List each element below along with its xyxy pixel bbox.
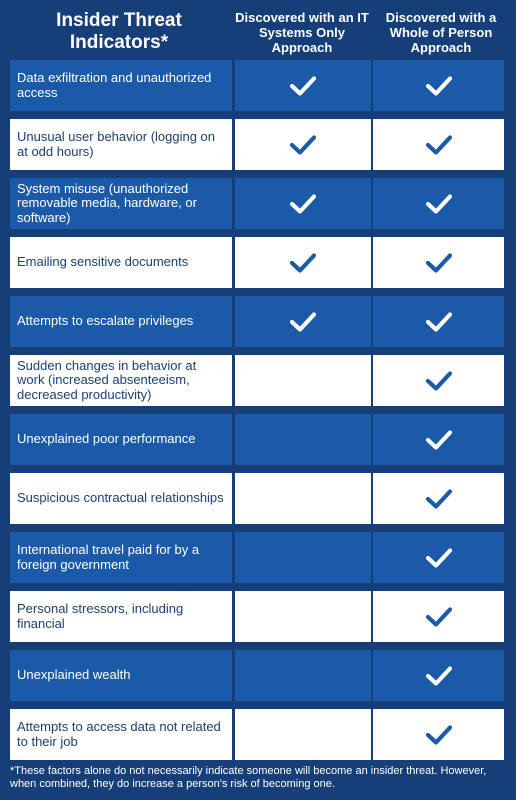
table-row [0,532,516,583]
table-row [0,119,516,170]
it-approach-cell [235,296,371,347]
checkmark-icon [289,134,317,156]
indicator-label: Unexplained poor performance [10,414,232,465]
checkmark-icon [425,488,453,510]
footnote: *These factors alone do not necessarily indicate someone will become an insider threat. However, when combined, they do increase a person's risk of becoming one. [10,765,487,790]
indicator-label: Attempts to escalate privileges [10,296,232,347]
whole-person-cell [373,591,504,642]
whole-person-cell [373,414,504,465]
checkmark-icon [425,665,453,687]
table-title: Insider Threat Indicators* [56,10,182,53]
whole-person-cell [373,709,504,760]
checkmark-icon [425,193,453,215]
checkmark-icon [289,75,317,97]
it-approach-cell [235,237,371,288]
indicator-label: Emailing sensitive documents [10,237,232,288]
checkmark-icon [425,370,453,392]
checkmark-icon [425,724,453,746]
checkmark-icon [289,252,317,274]
table-row [0,473,516,524]
whole-person-cell [373,650,504,701]
column-header-whole-person: Discovered with a Whole of Person Approach [385,9,497,55]
it-approach-cell [235,650,371,701]
checkmark-icon [425,547,453,569]
table-row [0,591,516,642]
column-header-it-systems: Discovered with an IT Systems Only Approach [235,9,369,55]
indicator-label: International travel paid for by a foreign government [10,532,232,583]
table-row [0,296,516,347]
table-row [0,355,516,406]
whole-person-cell [373,60,504,111]
indicator-label: Personal stressors, including financial [10,591,232,642]
table-row [0,237,516,288]
indicator-label: Sudden changes in behavior at work (increased absenteeism, decreased productivity) [10,355,232,406]
table-header [0,0,516,62]
indicator-label: Attempts to access data not related to their job [10,709,232,760]
checkmark-icon [425,252,453,274]
whole-person-cell [373,119,504,170]
it-approach-cell [235,532,371,583]
checkmark-icon [289,193,317,215]
table-row [0,414,516,465]
checkmark-icon [425,75,453,97]
whole-person-cell [373,237,504,288]
checkmark-icon [425,134,453,156]
indicator-label: Unexplained wealth [10,650,232,701]
whole-person-cell [373,178,504,229]
indicator-label: System misuse (unauthorized removable media, hardware, or software) [10,178,232,229]
whole-person-cell [373,296,504,347]
table-row [0,178,516,229]
it-approach-cell [235,709,371,760]
checkmark-icon [425,311,453,333]
whole-person-cell [373,355,504,406]
checkmark-icon [425,429,453,451]
table-row [0,650,516,701]
it-approach-cell [235,119,371,170]
indicator-label: Data exfiltration and unauthorized access [10,60,232,111]
checkmark-icon [289,311,317,333]
indicator-label: Unusual user behavior (logging on at odd hours) [10,119,232,170]
whole-person-cell [373,473,504,524]
table-row [0,709,516,760]
whole-person-cell [373,532,504,583]
it-approach-cell [235,473,371,524]
it-approach-cell [235,355,371,406]
indicator-label: Suspicious contractual relationships [10,473,232,524]
it-approach-cell [235,60,371,111]
table-row [0,60,516,111]
it-approach-cell [235,178,371,229]
it-approach-cell [235,414,371,465]
checkmark-icon [425,606,453,628]
it-approach-cell [235,591,371,642]
